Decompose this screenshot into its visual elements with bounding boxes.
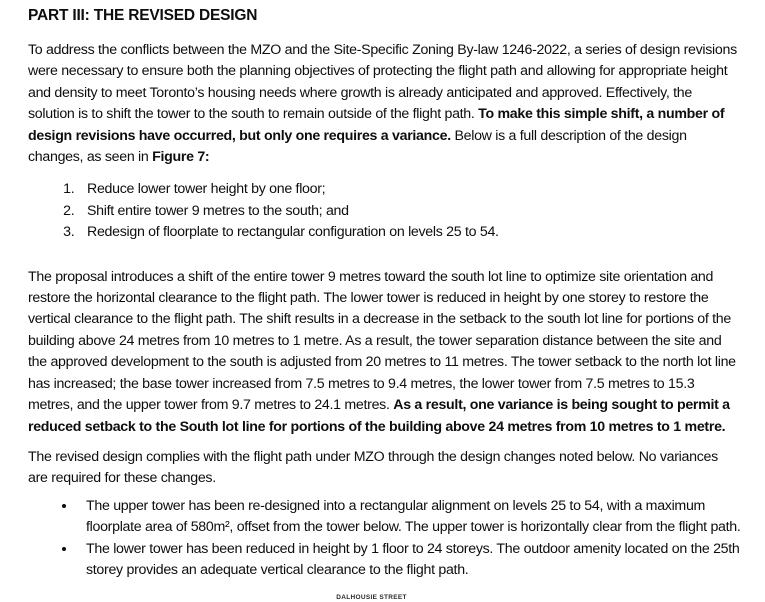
bold-text-run: Figure 7: [152,149,210,166]
compliance-bullet-list [28,496,741,582]
text-run: The proposal introduces a shift of the entire tower 9 metres toward the south lot line to optimize site orientation and restore the horizontal clearance to the flight path. The lower tower is reduced in height by one storey to restore the vertical clearance to the flight path. The shift results in a decrease in the setback to the south lot line for portions of the building above 24 metres from 10 metres to 1 metre. As a result, the tower separation distance between the site and the approved development to the south is adjusted from 20 metres to 11 metres. The tower setback to the north lot line has increased; the base tower increased from 7.5 metres to 9.4 metres, the lower tower from 7.5 metres to 15.3 metres, and the upper tower from 9.7 metres to 24.1 metres. [28,268,736,414]
proposal-paragraph [28,267,741,438]
list-item: • The upper tower has been re-designed into a rectangular alignment on levels 25 to 54, with a maximum floorplate area of 580m², offset from the tower below. The upper tower is horizontally clear from the flight path. [77,496,741,539]
list-item: 1. Reduce lower tower height by one floor; [78,179,741,200]
compliance-paragraph: The revised design complies with the flight path under MZO through the design changes noted below. No variances are required for these changes. [28,448,718,487]
bold-text-run: To make this simple shift, a number of design revisions have occurred, but only one requires a variance. [28,106,725,144]
list-item: 2. Shift entire tower 9 metres to the south; and [78,201,741,222]
list-item: 3. Redesign of floorplate to rectangular configuration on levels 25 to 54. [78,222,741,243]
design-changes-list [28,179,741,243]
list-item: • The lower tower has been reduced in height by 1 floor to 24 storeys. The outdoor amenity located on the 25th storey provides an adequate vertical clearance to the flight path. [77,539,741,582]
figure-street-label: DALHOUSIE STREET [336,594,407,601]
section-heading: PART III: THE REVISED DESIGN [28,7,258,24]
text-run: To address the conflicts between the MZO and the Site-Specific Zoning By-law 1246-2022, a series of design revisions were necessary to ensure both the planning objectives of protecting the flight path and allowing for appropriate height and density to meet Toronto’s housing needs where growth is already anticipated and approved. Effectively, the solution is to shift the tower to the south to remain outside of the flight path. [28,42,737,123]
intro-paragraph [28,40,741,168]
text-run: Below is a full description of the design changes, as seen in [28,127,687,166]
bold-text-run: As a result, one variance is being sought to permit a reduced setback to the South lot line for portions of the building above 24 metres from 10 metres to 1 metre. [28,397,730,435]
